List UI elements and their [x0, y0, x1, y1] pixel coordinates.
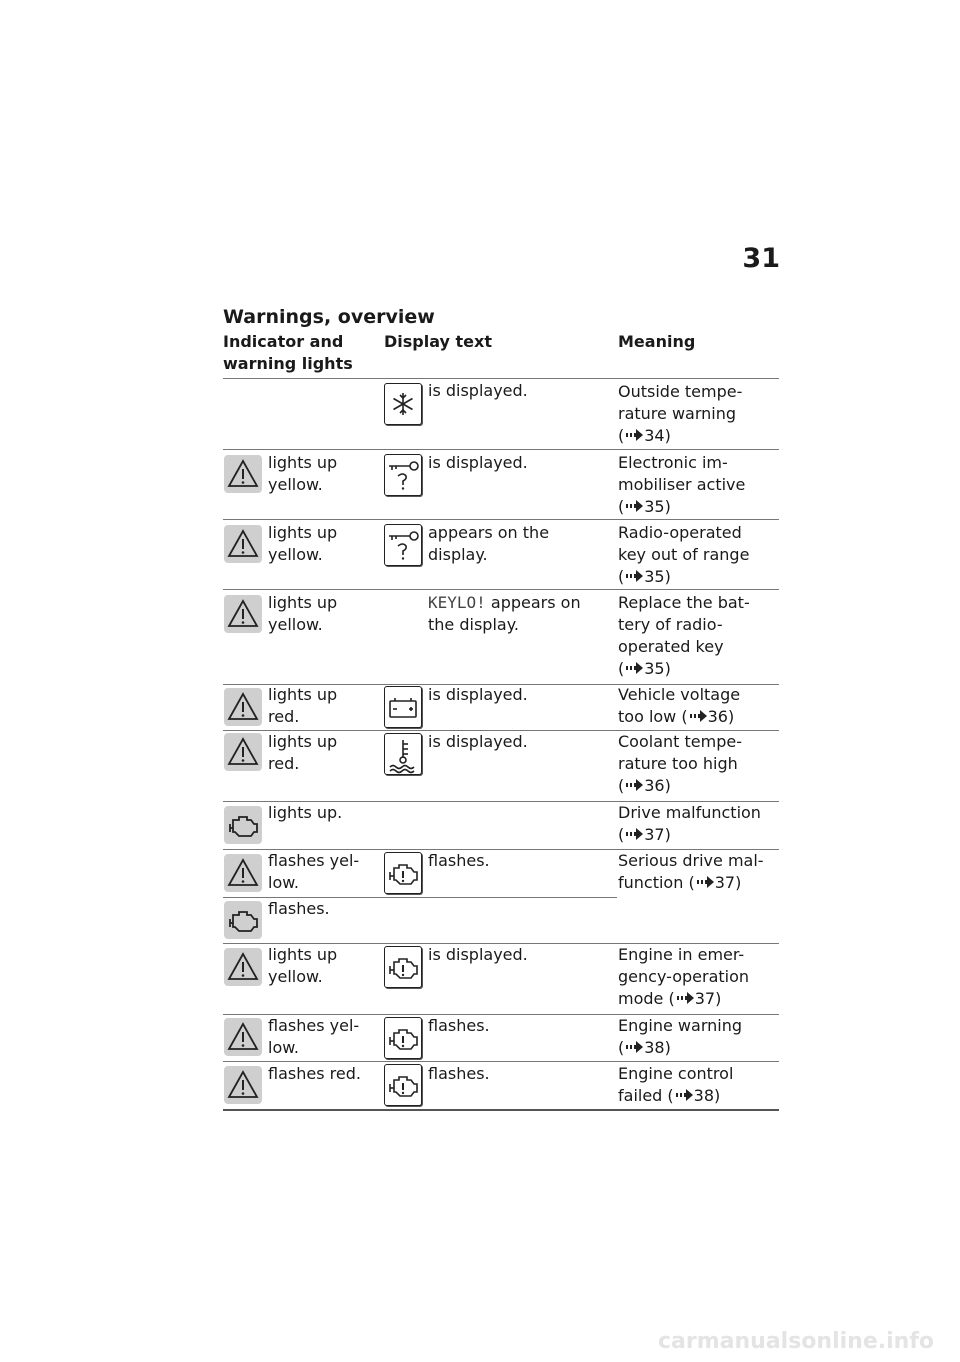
warning-triangle-icon	[224, 1066, 262, 1104]
section-title: Warnings, overview	[223, 306, 435, 328]
arrow-icon	[675, 991, 695, 1005]
engine-icon	[384, 1017, 422, 1059]
row-12-display-text: flashes.	[428, 1064, 490, 1083]
row-divider	[223, 1061, 779, 1062]
row-3-light-text: lights up yellow.	[268, 523, 338, 564]
warning-triangle-icon	[224, 688, 262, 726]
page-number: 31	[742, 243, 780, 274]
warning-triangle-icon	[224, 854, 262, 892]
row-4-meaning	[618, 592, 768, 680]
row-4-light-text: lights up yellow.	[268, 593, 338, 634]
table-top-rule	[223, 378, 779, 379]
meaning-text: Engine control failed	[618, 1064, 734, 1105]
meaning-text: Drive malfunction	[618, 803, 761, 822]
col-header-display: Display text	[384, 332, 492, 351]
page-reference: ( 37)	[618, 825, 671, 844]
watermark: carmanualsonline.info	[658, 1329, 934, 1354]
row-11-meaning	[618, 1015, 778, 1059]
row-divider	[223, 519, 779, 520]
row-7-meaning	[618, 802, 778, 846]
row-7-light-text: lights up.	[268, 803, 343, 822]
row-2-meaning	[618, 452, 768, 518]
snowflake-icon	[384, 383, 422, 425]
key-question-icon	[384, 524, 422, 566]
row-1-display-text: is displayed.	[428, 381, 528, 400]
row-11-display-text: flashes.	[428, 1016, 490, 1035]
row-10-light-text: lights up yellow.	[268, 945, 338, 986]
page-reference: ( 35)	[618, 567, 671, 586]
arrow-icon	[695, 875, 715, 889]
row-11-light-text: flashes yel-low.	[268, 1016, 360, 1057]
row-8-display-text: flashes.	[428, 851, 490, 870]
warning-triangle-icon	[224, 455, 262, 493]
arrow-icon	[624, 661, 644, 675]
table-bottom-rule	[223, 1109, 779, 1111]
meaning-text: Engine in emer-gency-operation mode	[618, 945, 750, 1008]
row-8-light-text: flashes yel-low.	[268, 851, 360, 892]
meaning-text: Vehicle voltage too low	[618, 685, 741, 726]
arrow-icon	[624, 778, 644, 792]
row-6-light-text: lights up red.	[268, 732, 338, 773]
arrow-icon	[624, 1040, 644, 1054]
row-divider	[223, 449, 779, 450]
meaning-text: Engine warning	[618, 1016, 742, 1035]
battery-icon	[384, 686, 422, 728]
row-3-meaning	[618, 522, 768, 588]
row-4-display-text	[428, 592, 608, 636]
meaning-text: Serious drive mal-function	[618, 851, 764, 892]
row-3-display-text: appears on the display.	[428, 523, 550, 564]
page-reference: ( 37)	[688, 873, 742, 892]
row-10-display-text: is displayed.	[428, 945, 528, 964]
engine-icon	[384, 1064, 422, 1106]
page-reference: ( 36)	[681, 707, 735, 726]
warning-triangle-icon	[224, 733, 262, 771]
meaning-text: Replace the bat-tery of radio-operated key	[618, 593, 750, 656]
row-6-display-text: is displayed.	[428, 732, 528, 751]
meaning-text: Outside tempe-rature warning	[618, 382, 743, 423]
page-reference: ( 35)	[618, 497, 671, 516]
key-question-icon	[384, 454, 422, 496]
page-reference: ( 35)	[618, 659, 671, 678]
page-reference: ( 36)	[618, 776, 671, 795]
coolant-temperature-icon	[384, 733, 422, 775]
row-2-light-text: lights up yellow.	[268, 453, 338, 494]
meaning-text: Radio-operated key out of range	[618, 523, 750, 564]
arrow-icon	[624, 499, 644, 513]
arrow-icon	[624, 827, 644, 841]
engine-icon	[224, 901, 262, 939]
warning-triangle-icon	[224, 525, 262, 563]
row-8-meaning	[618, 850, 778, 894]
row-9-light-text: flashes.	[268, 899, 330, 918]
arrow-icon	[624, 569, 644, 583]
display-code: KEYLO!	[428, 593, 486, 612]
engine-icon	[224, 806, 262, 844]
meaning-text: Electronic im-mobiliser active	[618, 453, 746, 494]
row-12-meaning	[618, 1063, 778, 1107]
col-header-meaning: Meaning	[618, 332, 696, 351]
arrow-icon	[674, 1088, 694, 1102]
col-header-indicator: Indicator and warning lights	[223, 332, 353, 373]
row-10-meaning	[618, 944, 778, 1010]
warning-triangle-icon	[224, 948, 262, 986]
warning-triangle-icon	[224, 595, 262, 633]
warning-triangle-icon	[224, 1018, 262, 1056]
page-reference: ( 37)	[668, 989, 722, 1008]
arrow-icon	[688, 709, 708, 723]
engine-icon	[384, 946, 422, 988]
row-1-meaning	[618, 381, 768, 447]
arrow-icon	[624, 428, 644, 442]
engine-icon	[384, 852, 422, 894]
page-reference: ( 34)	[618, 426, 671, 445]
row-5-light-text: lights up red.	[268, 685, 338, 726]
display-text: appears on the display.	[428, 593, 581, 634]
row-12-light-text: flashes red.	[268, 1064, 361, 1083]
row-divider	[223, 589, 779, 590]
page-reference: ( 38)	[618, 1038, 671, 1057]
meaning-text: Coolant tempe-rature too high	[618, 732, 742, 773]
row-2-display-text: is displayed.	[428, 453, 528, 472]
row-6-meaning	[618, 731, 768, 797]
row-5-display-text: is displayed.	[428, 685, 528, 704]
row-5-meaning	[618, 684, 768, 728]
page-reference: ( 38)	[667, 1086, 721, 1105]
